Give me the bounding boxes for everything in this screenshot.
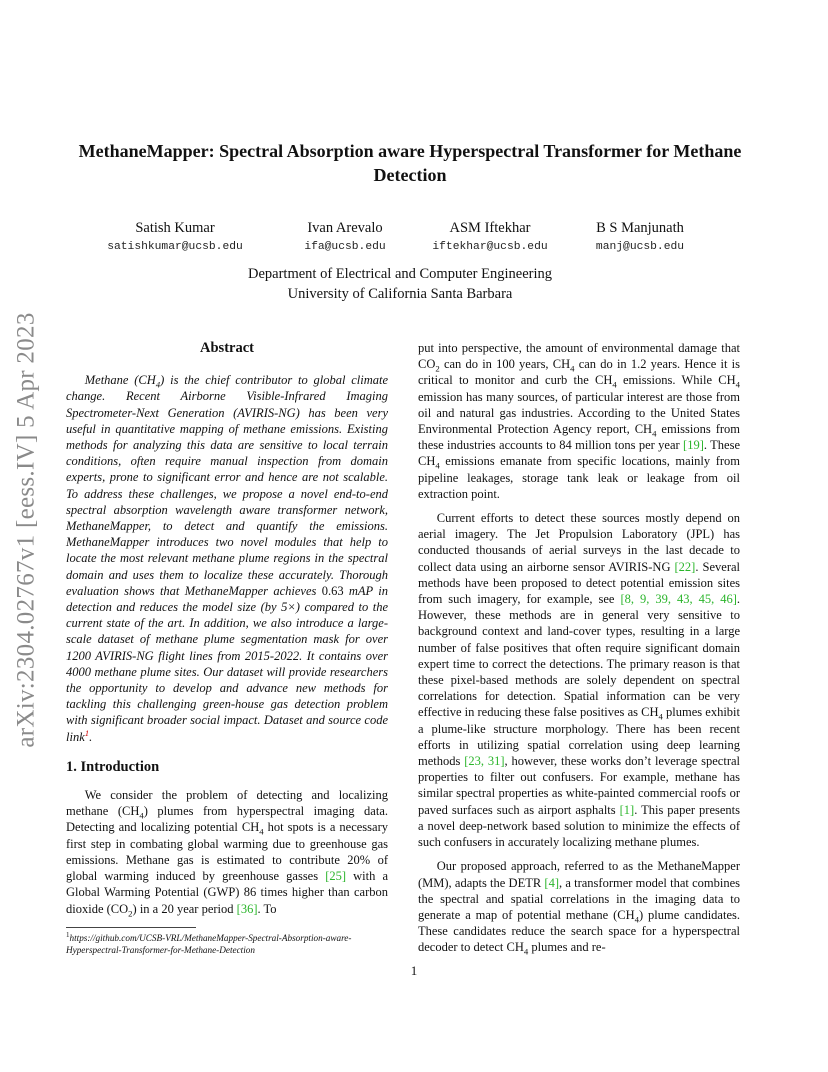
affiliation: Department of Electrical and Computer Engineering University of California Santa Barbara [248,266,552,302]
author-block [270,218,420,256]
author-block [565,218,715,256]
footnote-link[interactable]: https://github.com/UCSB-VRL/MethaneMapper-Spectral-Absorption-aware-Hyperspectral-Transformer-for-Methane-Detection [66,932,352,955]
author-block [415,218,565,256]
citation-link[interactable]: [8, 9, 39, 43, 45, 46] [620,592,737,607]
body-paragraph: Our proposed approach, referred to as the MethaneMapper (MM), adapts the DETR [4], a transformer model that combines the spectral and spatial correlations in the imaging data to generate a map of potential methane $(CH_4)$ plume candidates. These candidates reduce the search space for a hyperspectral decoder to detect $CH_4$ plumes and re- [418,859,740,957]
citation-link[interactable]: [4] [544,875,559,890]
author-name: Satish Kumar [135,220,215,236]
citation-link[interactable]: [1] [619,802,635,817]
body-paragraph: put into perspective, the amount of environmental damage that $CO_2$ can do in 100 years, $CH_4$ can do in 1.2 years. Hence it is critical to monitor and curb the $CH_4$ emissions. While $CH_4$ emission has many sources, of particular interest are those from oil and natural gas industries. According to the United States Environmental Protection Agency report, $CH_4$ emissions from these industries accounts to 84 million tons per year [19]. These $CH_4$ emissions emanate from specific locations, mainly from pipeline leakages, storage tank leak or leakage from oil extraction point. [418,341,741,501]
body-paragraph: Current efforts to detect these sources mostly depend on aerial imagery. The Jet Propulsion Laboratory (JPL) has conducted thousands of aerial surveys in the last decade to collect data using an airborne sensor AVIRIS-NG [22]. Several methods have been proposed to detect potential emission sites from such imagery, for example, see [8, 9, 39, 43, 45, 46]. However, these methods are in general very sensitive to background context and land-cover types, resulting in a large number of false positives that often require significant domain expert time to correct the detections. The primary reason is that these pixel-based methods are solely dependent on spectral correlations for detection. Spatial information can be very effective in reducing these false positives as $CH_4$ plumes exhibit a plume-like structure morphology. There has been recent efforts in utilizing spatial correlation using deep learning methods [23, 31], however, these works don’t leverage spectral properties to filter out confusers. For example, methane has similar spectral properties as white-painted commercial roofs or paved surfaces such as airport asphalts [1]. This paper presents a novel deep-network based solution to minimize the effects of such confusers in accurately localizing methane plumes. [418,511,741,850]
footnote-rule [66,927,196,928]
arxiv-stamp: arXiv:2304.02767v1 [eess.IV] 5 Apr 2023 [13,312,40,748]
author-name: B S Manjunath [596,220,684,236]
author-email: manj@ucsb.edu [595,241,685,253]
abstract-text: Methane $(CH_4)$ is the chief contributor to global climate change. Recent Airborne Visible-Infrared Imaging Spectrometer-Next Generation (AVIRIS-NG) has been very useful in quantitative mapping of methane emissions. Existing methods for analyzing this data are sensitive to local terrain conditions, often require manual inspection from domain experts, prone to significant error and hence are not scalable. To address these challenges, we propose a novel end-to-end spectral absorption wavelength aware transformer network, MethaneMapper, to detect and quantify the emissions. MethaneMapper introduces two novel modules that help to locate the most relevant methane plume regions in the spectral domain and uses them to localize these accurately. Thorough evaluation shows that MethaneMapper achieves 0.63 mAP in detection and reduces the model size (by 5×) compared to the current state of the art. In addition, we also introduce a large-scale dataset of methane plume segmentation mask for over 1200 AVIRIS-NG flight lines from 2015-2022. It contains over 4000 methane plume sites. Our dataset will provide researchers the opportunity to develop and advance new methods for tackling this challenging green-house gas detection problem with significant broader social impact. Dataset and source code link$^1$. [66,373,388,744]
citation-link[interactable]: [19] [683,438,704,453]
paper-title: MethaneMapper: Spectral Absorption aware Hyperspectral Transformer for Methane Detection [78,141,742,185]
author-email: iftekhar@ucsb.edu [432,241,548,253]
left-column [66,340,388,956]
author-block [100,218,250,256]
author-name: ASM Iftekhar [449,220,531,236]
author-email: ifa@ucsb.edu [304,241,386,253]
citation-link[interactable]: [23, 31] [464,754,505,769]
footnote-ref[interactable]: 1 [84,727,90,738]
page-number: 1 [410,963,418,978]
author-name: Ivan Arevalo [307,220,383,236]
abstract-heading: Abstract [200,340,254,356]
right-column [418,340,740,964]
citation-link[interactable]: [36] [236,901,258,916]
footnote: $^1$https://github.com/UCSB-VRL/MethaneMapper-Spectral-Absorption-aware-Hyperspectral-Transformer-for-Methane-Detection [66,930,352,955]
citation-link[interactable]: [25] [325,869,347,884]
intro-paragraph: We consider the problem of detecting and localizing methane $(CH_4)$ plumes from hyperspectral imaging data. Detecting and localizing potential $CH_4$ hot spots is a necessary first step in combating global warming due to greenhouse gas emissions. Methane gas is estimated to contribute 20% of global warming induced by greenhouse gasses [25] with a Global Warming Potential (GWP) 86 times higher than carbon dioxide $(CO_2)$ in a 20 year period [36]. To [66,788,388,918]
citation-link[interactable]: [22] [674,559,696,574]
section-heading: 1. Introduction [66,758,160,775]
author-email: satishkumar@ucsb.edu [107,241,243,253]
